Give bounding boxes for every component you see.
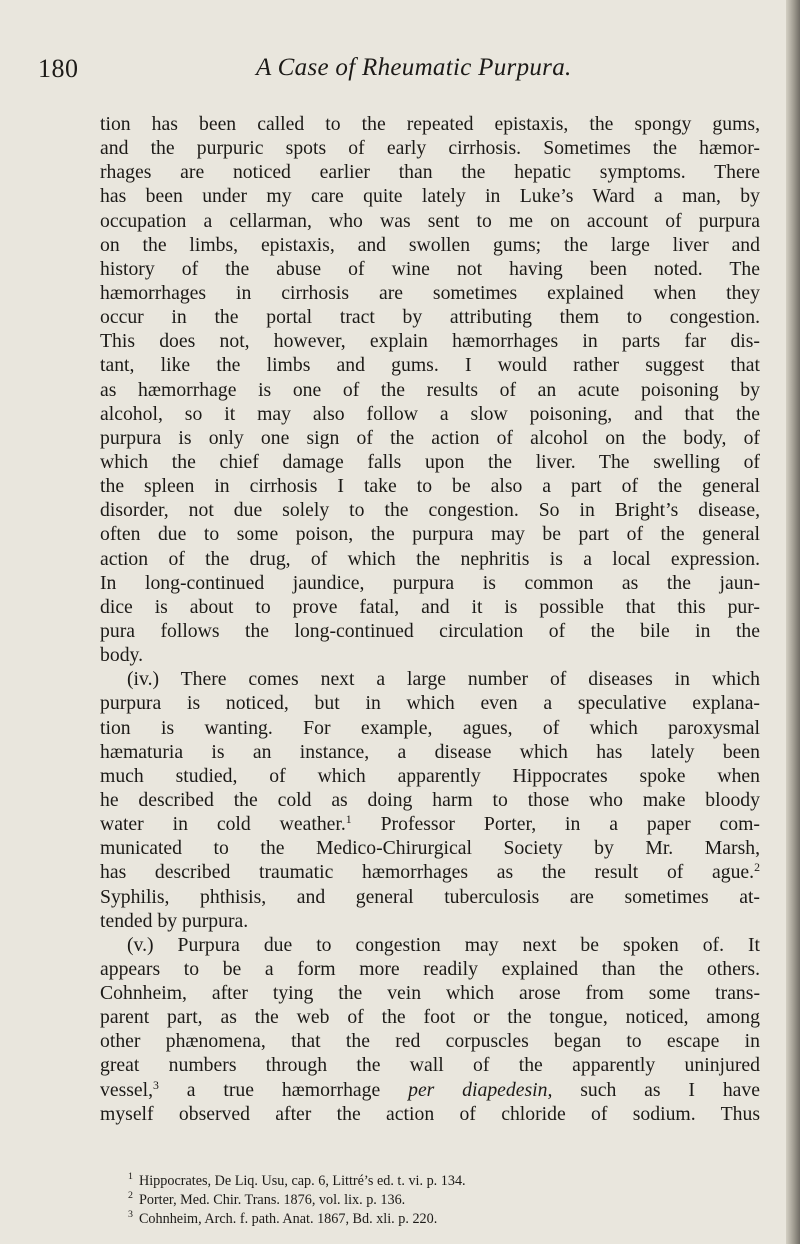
line-text: body. <box>100 644 144 667</box>
line-text: action of the drug, of which the nephritis is a local expression. <box>100 547 760 570</box>
line-text: In long-continued jaundice, purpura is common as the jaun- <box>100 571 760 594</box>
line-text: (v.) Purpura due to congestion may next be spoken of. It <box>127 933 760 956</box>
text-line <box>100 885 760 909</box>
text-line <box>100 716 760 740</box>
line-text: This does not, however, explain hæmorrhages in parts far dis- <box>100 330 760 353</box>
footnote-ref: 3 <box>153 1077 159 1092</box>
line-text: Syphilis, phthisis, and general tuberculosis are sometimes at- <box>100 885 760 908</box>
footnotes <box>100 1172 760 1229</box>
line-text: (iv.) There comes next a large number of diseases in which <box>127 668 760 691</box>
text-line <box>100 329 760 353</box>
text-line <box>100 740 760 764</box>
text-line <box>100 281 760 305</box>
text-line <box>100 257 760 281</box>
line-text: dice is about to prove fatal, and it is possible that this pur- <box>100 595 760 618</box>
text-line <box>100 450 760 474</box>
line-text: great numbers through the wall of the apparently uninjured <box>100 1054 760 1077</box>
line-text-cont: Professor Porter, in a paper com- <box>351 813 760 836</box>
text-line <box>100 860 760 884</box>
text-line <box>100 667 760 691</box>
line-text: pura follows the long-continued circulation of the bile in the <box>100 619 760 642</box>
line-text: alcohol, so it may also follow a slow poisoning, and that the <box>100 402 760 425</box>
line-text: has been under my care quite lately in Luke’s Ward a man, by <box>100 185 760 208</box>
footnote-text: Cohnheim, Arch. f. path. Anat. 1867, Bd. xli. p. 220. <box>138 1211 438 1227</box>
footnote-text: Hippocrates, De Liq. Usu, cap. 6, Littré’s ed. t. vi. p. 134. <box>138 1173 466 1189</box>
footnote <box>100 1191 760 1210</box>
line-text: municated to the Medico-Chirurgical Society by Mr. Marsh, <box>100 837 760 860</box>
text-line <box>100 547 760 571</box>
line-text: hæmorrhages in cirrhosis are sometimes explained when they <box>100 281 760 304</box>
text-line <box>100 619 760 643</box>
text-line <box>100 160 760 184</box>
text-line <box>100 643 760 667</box>
text-line <box>100 305 760 329</box>
line-text: occur in the portal tract by attributing them to congestion. <box>100 306 760 329</box>
line-text: tant, like the limbs and gums. I would rather suggest that <box>100 354 760 377</box>
line-text: vessel, <box>100 1078 154 1101</box>
text-line <box>100 209 760 233</box>
line-text: purpura is only one sign of the action of alcohol on the body, of <box>100 426 760 449</box>
line-text: hæmaturia is an instance, a disease which has lately been <box>100 740 760 763</box>
text-line <box>100 184 760 208</box>
line-text: tended by purpura. <box>100 909 249 932</box>
line-text: myself observed after the action of chloride of sodium. Thus <box>100 1102 760 1125</box>
text-line <box>100 498 760 522</box>
line-text: he described the cold as doing harm to those who make bloody <box>100 788 760 811</box>
page-header <box>0 44 786 84</box>
text-line <box>100 836 760 860</box>
text-line <box>100 1053 760 1077</box>
line-text: water in cold weather. <box>100 813 346 836</box>
body-text <box>100 112 760 1126</box>
italic-phrase: per diapedesin, <box>408 1078 553 1101</box>
text-line <box>100 522 760 546</box>
page-edge-shadow <box>786 0 800 1244</box>
text-line <box>100 378 760 402</box>
footnote-ref: 1 <box>345 812 352 826</box>
line-text-cont: a true hæmorrhage <box>158 1078 409 1101</box>
text-line <box>100 595 760 619</box>
text-line <box>100 426 760 450</box>
line-text: on the limbs, epistaxis, and swollen gums; the large liver and <box>100 233 760 256</box>
text-line <box>100 933 760 957</box>
line-text: other phænomena, that the red corpuscles began to escape in <box>100 1030 760 1053</box>
page-number: 180 <box>38 54 79 83</box>
text-line <box>100 571 760 595</box>
text-line <box>100 909 760 933</box>
text-line <box>100 981 760 1005</box>
text-line <box>100 764 760 788</box>
line-text: which the chief damage falls upon the liver. The swelling of <box>100 450 760 473</box>
running-title: A Case of Rheumatic Purpura. <box>256 54 572 81</box>
text-line <box>100 136 760 160</box>
text-line <box>100 788 760 812</box>
footnote-number: 2 <box>128 1190 133 1202</box>
footnote-text: Porter, Med. Chir. Trans. 1876, vol. lix. p. 136. <box>138 1192 406 1208</box>
line-text: and the purpuric spots of early cirrhosis. Sometimes the hæmor- <box>100 137 760 160</box>
line-text: rhages are noticed earlier than the hepatic symptoms. There <box>100 161 760 184</box>
text-line <box>100 474 760 498</box>
line-text: disorder, not due solely to the congestion. So in Bright’s disease, <box>100 499 760 522</box>
text-line <box>100 957 760 981</box>
text-line <box>100 1102 760 1126</box>
line-text-cont: such as I have <box>552 1078 760 1101</box>
line-text: tion is wanting. For example, agues, of which paroxysmal <box>100 716 760 739</box>
footnote-number: 1 <box>128 1171 133 1183</box>
text-line <box>100 112 760 136</box>
line-text: much studied, of which apparently Hippocrates spoke when <box>100 764 760 787</box>
text-line <box>100 1005 760 1029</box>
text-line <box>100 812 760 836</box>
line-text: the spleen in cirrhosis I take to be also a part of the general <box>100 475 760 498</box>
text-line <box>100 1029 760 1053</box>
line-text: appears to be a form more readily explained than the others. <box>100 957 760 980</box>
line-text: history of the abuse of wine not having been noted. The <box>100 257 760 280</box>
line-text: has described traumatic hæmorrhages as the result of ague. <box>100 861 755 884</box>
line-text: occupation a cellarman, who was sent to me on account of purpura <box>100 209 760 232</box>
line-text: often due to some poison, the purpura may be part of the general <box>100 523 760 546</box>
line-text: tion has been called to the repeated epistaxis, the spongy gums, <box>100 113 760 135</box>
footnote <box>100 1210 760 1229</box>
text-line <box>100 1078 760 1102</box>
line-text: parent part, as the web of the foot or the tongue, noticed, among <box>100 1006 760 1029</box>
footnote <box>100 1172 760 1191</box>
text-line <box>100 353 760 377</box>
text-line <box>100 691 760 715</box>
footnote-number: 3 <box>128 1209 133 1221</box>
text-line <box>100 402 760 426</box>
line-text: Cohnheim, after tying the vein which arose from some trans- <box>100 982 760 1005</box>
line-text: as hæmorrhage is one of the results of an acute poisoning by <box>100 378 760 401</box>
text-line <box>100 233 760 257</box>
line-text: purpura is noticed, but in which even a speculative explana- <box>100 692 760 715</box>
footnote-ref: 2 <box>754 860 760 875</box>
